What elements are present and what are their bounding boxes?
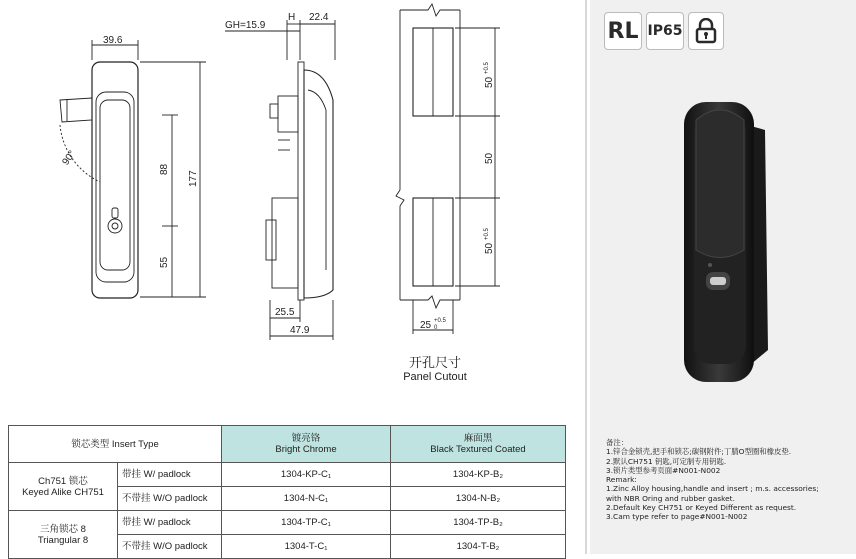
notes-line: 1.Zinc Alloy housing,handle and insert ; m.s. accessories;	[606, 484, 819, 494]
notes-line: with NBR Oring and rubber gasket.	[606, 493, 735, 503]
dim-88: 88	[159, 163, 170, 175]
rl-badge	[604, 12, 642, 50]
header-chrome	[222, 426, 391, 463]
notes-line: 3.Cam type refer to page#N001-N002	[606, 512, 748, 522]
variant-cell: 不带挂 W/O padlock	[118, 487, 222, 511]
variant-cell: 带挂 W/ padlock	[118, 463, 222, 487]
insert-cn: Ch751 锁芯	[38, 475, 88, 487]
header-black-cn: 麻面黑	[463, 433, 493, 444]
header-chrome-cn: 镀亮铬	[291, 433, 321, 444]
ip-label: IP65	[647, 23, 683, 39]
product-image	[660, 90, 790, 390]
tol-25-lower: 0	[434, 325, 438, 331]
notes-line: 2.Default Key CH751 or Keyed Different as request.	[606, 503, 797, 513]
dim-55: 55	[159, 256, 170, 268]
chrome-cell: 1304-KP-C₁	[222, 463, 391, 487]
spec-table	[8, 425, 566, 559]
notes-line: 3.锁片类型参考页面#N001-N002	[606, 465, 721, 475]
side-view	[225, 12, 335, 340]
notes	[606, 438, 850, 522]
dim-22: 22.4	[309, 12, 329, 23]
cutout-label	[395, 352, 475, 383]
table-row	[9, 463, 566, 487]
black-cell: 1304-KP-B₂	[391, 463, 566, 487]
dim-cutout-50b: 50	[484, 152, 495, 164]
insert-cell	[9, 463, 118, 511]
cutout-label-cn: 开孔尺寸	[408, 356, 461, 371]
chrome-cell: 1304-N-C₁	[222, 487, 391, 511]
rl-label: RL	[607, 18, 639, 44]
insert-cell	[9, 511, 118, 559]
header-chrome-en: Bright Chrome	[275, 444, 337, 455]
panel-divider	[585, 0, 587, 554]
dim-25-5: 25.5	[275, 307, 295, 318]
cutout-label-en: Panel Cutout	[403, 371, 467, 383]
notes-line: Remark:	[606, 475, 637, 485]
notes-line: 1.锌合金锁壳,把手和锁芯;碳钢附件;丁腈O型圈和橡皮垫.	[606, 447, 792, 457]
header-black	[391, 426, 566, 463]
lock-badge	[688, 12, 724, 50]
table-row	[9, 511, 566, 535]
black-cell: 1304-T-B₂	[391, 535, 566, 559]
chrome-cell: 1304-TP-C₁	[222, 511, 391, 535]
tol-a-upper: +0.5	[484, 62, 490, 74]
ip-badge	[646, 12, 684, 50]
tol-c-upper: +0.5	[484, 228, 490, 240]
variant-cell: 不带挂 W/O padlock	[118, 535, 222, 559]
insert-en: Triangular 8	[37, 534, 89, 546]
variant-cell: 带挂 W/ padlock	[118, 511, 222, 535]
header-insert: 锁芯类型 Insert Type	[9, 426, 222, 463]
dim-cutout-50a: 50	[484, 76, 495, 88]
black-cell: 1304-TP-B₂	[391, 511, 566, 535]
dim-gh: GH=15.9	[225, 20, 266, 31]
dim-angle: 90°	[60, 148, 79, 168]
panel-cutout	[396, 4, 500, 334]
insert-en: Keyed Alike CH751	[22, 486, 104, 498]
dim-cutout-50c: 50	[484, 242, 495, 254]
dim-47-9: 47.9	[290, 325, 310, 336]
black-cell: 1304-N-B₂	[391, 487, 566, 511]
chrome-cell: 1304-T-C₁	[222, 535, 391, 559]
padlock-icon	[695, 18, 717, 44]
notes-line: 2.默认CH751 钥匙,可定制专用钥匙.	[606, 456, 727, 466]
header-black-en: Black Textured Coated	[430, 444, 526, 455]
insert-cn: 三角锁芯 8	[40, 523, 86, 535]
tol-25-upper: +0.5	[434, 318, 446, 324]
dim-h: H	[288, 12, 296, 23]
front-view	[60, 35, 206, 298]
notes-title: 备注：	[606, 438, 629, 447]
dim-front-width: 39.6	[103, 35, 123, 46]
dim-177: 177	[188, 170, 199, 187]
dim-cutout-25: 25	[420, 320, 432, 331]
